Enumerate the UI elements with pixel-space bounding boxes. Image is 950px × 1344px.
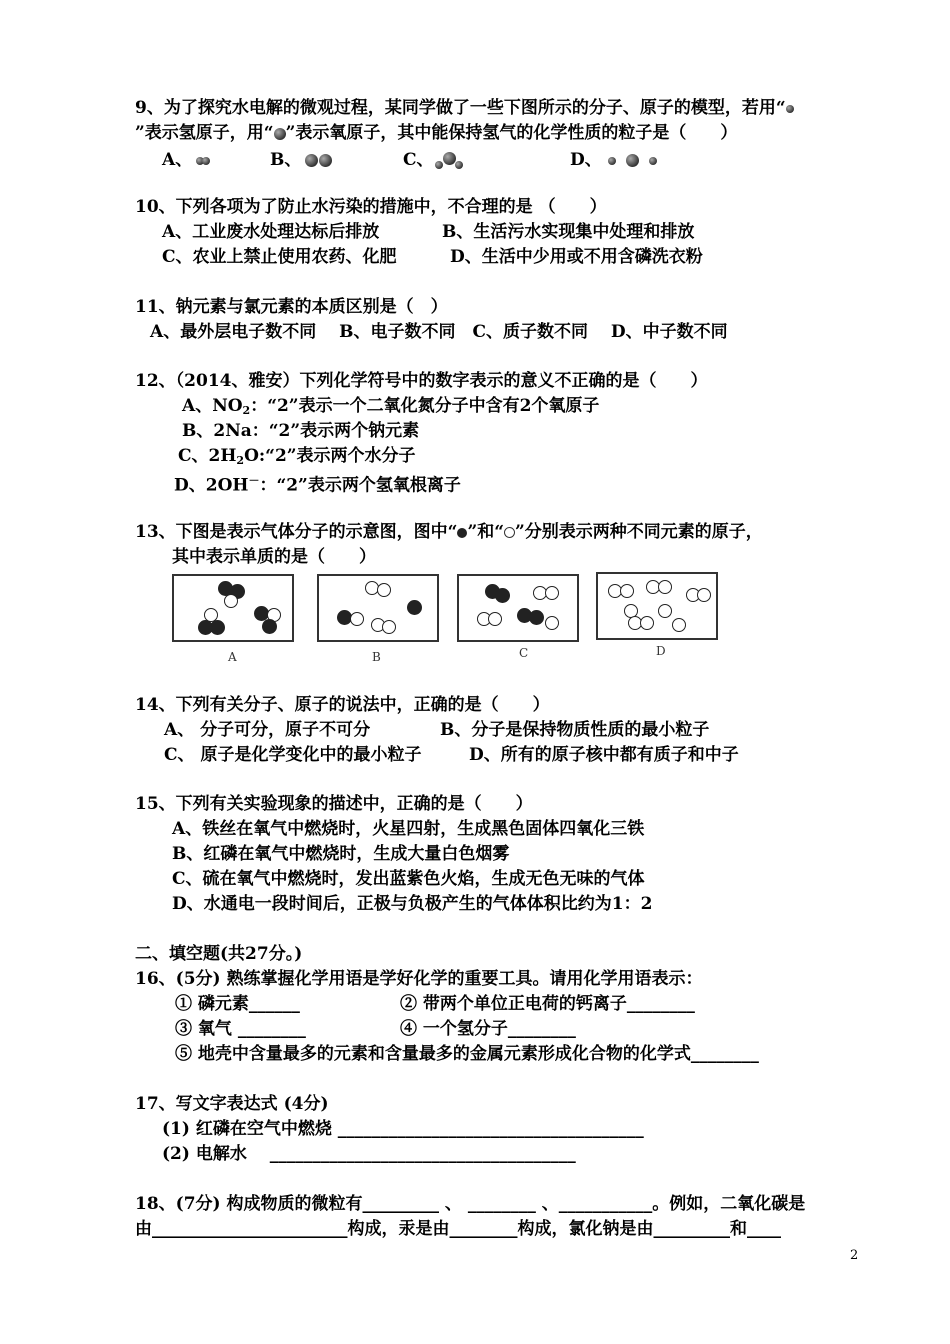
q9-line1: [135, 97, 794, 119]
q12-c-pre: C、2H: [178, 446, 237, 466]
q9-text2b: ”表示氧原子，其中能保持氢气的化学性质的粒子是（ ）: [285, 123, 738, 143]
q9-option-a: [162, 149, 210, 171]
q16-item-5: ⑤ 地壳中含量最多的元素和含量最多的金属元素形成化合物的化学式________: [175, 1044, 759, 1064]
q17-item-2: (2) 电解水 ____________________________________: [162, 1144, 576, 1164]
diagram-box-b: [317, 574, 439, 642]
q10-option-c: C、农业上禁止使用农药、化肥: [162, 247, 397, 267]
hydrogen-atom-icon: [786, 105, 794, 113]
q15-option-a: A、铁丝在氧气中燃烧时，火星四射，生成黑色固体四氧化三铁: [172, 819, 645, 839]
diagram-box-c: [457, 574, 579, 642]
q10-option-b: B、生活污水实现集中处理和排放: [442, 222, 695, 242]
q16-item-4: ④ 一个氢分子________: [400, 1019, 576, 1039]
q12-c-sub: 2: [236, 454, 245, 467]
q14-option-c: C、 原子是化学变化中的最小粒子: [164, 745, 422, 765]
q12-a-post: ：“2”表示一个二氧化氮分子中含有2个氧原子: [250, 396, 600, 416]
q13-text1c: ”分别表示两种不同元素的原子，: [515, 522, 763, 542]
q9-option-b-label: B、: [270, 150, 302, 170]
q11-options: A、最外层电子数不同 B、电子数不同 C、质子数不同 D、中子数不同: [150, 322, 728, 342]
q12-option-b: B、2Na：“2”表示两个钠元素: [182, 421, 420, 441]
diagram-box-d: [596, 572, 718, 640]
hydrogen-molecule-icon-2: [202, 157, 210, 165]
q11-stem: 11、钠元素与氯元素的本质区别是（ ）: [135, 297, 448, 317]
q12-d-post: ：“2”表示两个氢氧根离子: [259, 475, 461, 496]
q13-text1a: 13、下图是表示气体分子的示意图，图中“: [135, 522, 458, 542]
q15-stem: 15、下列有关实验现象的描述中，正确的是（ ）: [135, 794, 533, 814]
q12-option-d: [174, 470, 461, 497]
q17-stem: 17、写文字表达式 (4分): [135, 1094, 329, 1114]
q13-line2: 其中表示单质的是（ ）: [172, 547, 376, 567]
q16-item-1: ① 磷元素______: [175, 994, 300, 1014]
q12-option-c: [178, 445, 416, 472]
oxygen-molecule-icon-2: [319, 154, 332, 167]
filled-atom-icon: [457, 528, 467, 538]
q15-option-d: D、水通电一段时间后，正极与负极产生的气体体积比约为1：2: [172, 894, 653, 914]
q12-d-pre: D、2OH: [174, 475, 249, 496]
q18-line1: 18、(7分) 构成物质的微粒有_________ 、 ________ 、___________。例如，二氧化碳是: [135, 1194, 806, 1214]
oxygen-molecule-icon: [305, 154, 318, 167]
q15-option-c: C、硫在氧气中燃烧时，发出蓝紫色火焰，生成无色无味的气体: [172, 869, 645, 889]
oxygen-atom-icon: [274, 128, 286, 140]
q9-option-d: [570, 149, 657, 171]
hydrogen-atom-icon-d1: [608, 157, 616, 165]
hydrogen-atom-icon-d2: [649, 157, 657, 165]
q12-a-pre: A、NO: [182, 396, 243, 416]
page-number: 2: [850, 1248, 859, 1263]
q10-option-a: A、工业废水处理达标后排放: [162, 222, 380, 242]
q16-item-2: ② 带两个单位正电荷的钙离子________: [400, 994, 695, 1014]
diagram-label-b: B: [372, 650, 381, 664]
q9-option-b: [270, 149, 332, 171]
q12-a-sub: 2: [242, 404, 251, 417]
q12-d-sup: －: [248, 474, 260, 487]
hollow-atom-icon: [504, 527, 515, 538]
q15-option-b: B、红磷在氧气中燃烧时，生成大量白色烟雾: [172, 844, 510, 864]
q13-line1: [135, 521, 763, 543]
q9-line2: [135, 122, 737, 144]
q9-option-d-label: D、: [570, 150, 602, 170]
q9-option-a-label: A、: [162, 150, 193, 170]
q16-item-3: ③ 氧气 ________: [175, 1019, 306, 1039]
section-heading: 二、填空题(共27分。): [135, 944, 303, 964]
q16-stem: 16、(5分) 熟练掌握化学用语是学好化学的重要工具。请用化学用语表示：: [135, 969, 703, 989]
q12-c-post: O:“2”表示两个水分子: [244, 446, 416, 466]
q14-stem: 14、下列有关分子、原子的说法中，正确的是（ ）: [135, 695, 550, 715]
q10-option-d: D、生活中少用或不用含磷洗衣粉: [450, 247, 703, 267]
q12-option-a: [182, 395, 599, 422]
q14-option-d: D、所有的原子核中都有质子和中子: [469, 745, 739, 765]
q9-option-c: [403, 149, 464, 171]
diagram-box-a: [172, 574, 294, 642]
q10-stem: 10、下列各项为了防止水污染的措施中，不合理的是 （ ）: [135, 197, 607, 217]
q17-item-1: (1) 红磷在空气中燃烧 ____________________________________: [162, 1119, 644, 1139]
q9-text2a: ”表示氢原子，用“: [135, 123, 274, 143]
q14-option-b: B、分子是保持物质性质的最小粒子: [440, 720, 710, 740]
q9-option-c-label: C、: [403, 150, 434, 170]
q14-option-a: A、 分子可分，原子不可分: [164, 720, 371, 740]
water-molecule-icon: [434, 152, 464, 170]
q18-line2: 由_______________________构成，汞是由________构成，氯化钠是由_________和____: [135, 1219, 781, 1239]
diagram-label-c: C: [519, 646, 529, 660]
q13-text1b: ”和“: [467, 522, 504, 542]
diagram-label-a: A: [228, 650, 237, 664]
diagram-label-d: D: [656, 644, 666, 658]
oxygen-atom-icon-d: [626, 154, 639, 167]
q12-stem: 12、（2014、雅安）下列化学符号中的数字表示的意义不正确的是（ ）: [135, 371, 708, 391]
q9-text1: 9、为了探究水电解的微观过程，某同学做了一些下图所示的分子、原子的模型，若用“: [135, 98, 786, 118]
